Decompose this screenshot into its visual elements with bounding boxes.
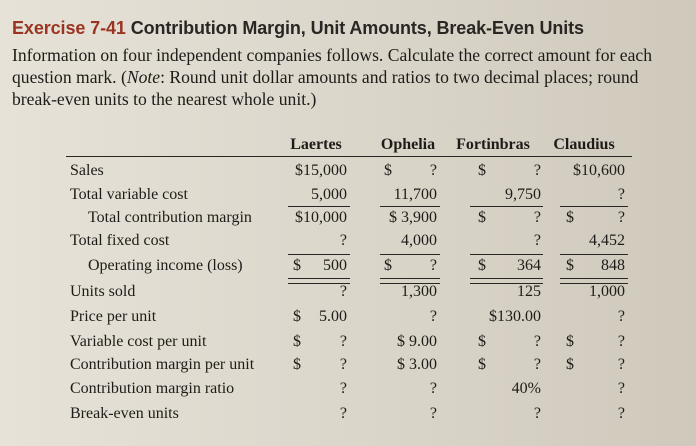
total-double-rule (380, 278, 440, 284)
row-label: Break-even units (70, 405, 179, 422)
table-cell: 848 (601, 257, 625, 274)
table-cell: 500 (323, 257, 347, 274)
subtotal-rule (288, 254, 350, 255)
table-cell: 125 (517, 283, 541, 300)
instructions-line: break-even units to the nearest whole unit.) (12, 89, 317, 109)
instructions-paragraph (12, 44, 682, 110)
subtotal-rule (470, 206, 543, 207)
currency-sign: $ (478, 257, 486, 274)
table-cell: ? (339, 283, 347, 300)
table-cell: ? (533, 209, 541, 226)
row-label: Total fixed cost (70, 232, 170, 249)
table-cell: ? (617, 380, 625, 397)
currency-sign: $ (478, 356, 486, 373)
exercise-heading (12, 18, 584, 39)
table-cell: ? (533, 333, 541, 350)
table-cell: ? (617, 209, 625, 226)
row-label: Sales (70, 162, 104, 179)
subtotal-rule (470, 254, 543, 255)
currency-sign: $ (478, 162, 486, 179)
table-cell: ? (617, 333, 625, 350)
currency-sign: $ (293, 333, 301, 350)
table-cell: 364 (517, 257, 541, 274)
header-rule (66, 156, 632, 157)
exercise-title: Contribution Margin, Unit Amounts, Break-Even Units (130, 18, 584, 38)
table-cell: 1,000 (589, 283, 625, 300)
currency-sign: $ (478, 209, 486, 226)
currency-sign: $ (293, 308, 301, 325)
table-cell: ? (339, 380, 347, 397)
row-label: Total contribution margin (88, 209, 252, 226)
currency-sign: $ (384, 257, 392, 274)
column-header-fortinbras: Fortinbras (456, 136, 530, 153)
table-cell: ? (429, 405, 437, 422)
table-cell: $ 9.00 (397, 333, 437, 350)
column-header-laertes: Laertes (290, 136, 342, 153)
currency-sign: $ (293, 356, 301, 373)
row-label: Units sold (70, 283, 136, 300)
table-cell: ? (617, 356, 625, 373)
table-cell: ? (533, 232, 541, 249)
instructions-line: question mark. (Note: Round unit dollar amounts and ratios to two decimal places; round (12, 67, 639, 87)
table-cell: 1,300 (401, 283, 437, 300)
table-cell: ? (429, 308, 437, 325)
currency-sign: $ (566, 356, 574, 373)
total-double-rule (560, 278, 628, 284)
table-cell: 5.00 (319, 308, 347, 325)
table-cell: 5,000 (311, 186, 347, 203)
currency-sign: $ (566, 209, 574, 226)
row-label: Contribution margin per unit (70, 356, 255, 373)
table-cell: ? (429, 162, 437, 179)
table-cell: 4,452 (589, 232, 625, 249)
table-cell: $130.00 (489, 308, 541, 325)
table-cell: 40% (511, 380, 541, 397)
subtotal-rule (288, 206, 350, 207)
table-cell: 4,000 (401, 232, 437, 249)
total-double-rule (288, 278, 350, 284)
currency-sign: $ (293, 257, 301, 274)
subtotal-rule (560, 206, 628, 207)
table-cell: 9,750 (505, 186, 541, 203)
subtotal-rule (380, 206, 440, 207)
table-cell: $15,000 (295, 162, 347, 179)
table-cell: ? (533, 405, 541, 422)
note-emphasis: Note (126, 67, 161, 87)
table-cell: ? (339, 232, 347, 249)
table-cell: ? (533, 356, 541, 373)
table-cell: ? (533, 162, 541, 179)
table-cell: ? (339, 356, 347, 373)
row-label: Total variable cost (70, 186, 188, 203)
table-cell: ? (617, 308, 625, 325)
subtotal-rule (380, 254, 440, 255)
currency-sign: $ (566, 257, 574, 274)
table-cell: 11,700 (393, 186, 437, 203)
subtotal-rule (560, 254, 628, 255)
column-header-claudius: Claudius (553, 136, 615, 153)
table-cell: ? (339, 405, 347, 422)
exercise-number: Exercise 7-41 (12, 18, 126, 38)
table-cell: $10,600 (573, 162, 625, 179)
row-label: Operating income (loss) (88, 257, 243, 274)
column-header-ophelia: Ophelia (380, 136, 436, 153)
table-cell: ? (339, 333, 347, 350)
row-label: Price per unit (70, 308, 157, 325)
table-cell: $10,000 (295, 209, 347, 226)
table-cell: $ 3,900 (389, 209, 437, 226)
currency-sign: $ (478, 333, 486, 350)
table-cell: ? (429, 380, 437, 397)
row-label: Variable cost per unit (70, 333, 207, 350)
table-cell: ? (429, 257, 437, 274)
instructions-line: Information on four independent companies follows. Calculate the correct amount for each (12, 45, 652, 65)
total-double-rule (470, 278, 543, 284)
row-label: Contribution margin ratio (70, 380, 235, 397)
table-cell: ? (617, 405, 625, 422)
table-cell: $ 3.00 (397, 356, 437, 373)
currency-sign: $ (566, 333, 574, 350)
currency-sign: $ (384, 162, 392, 179)
table-cell: ? (617, 186, 625, 203)
